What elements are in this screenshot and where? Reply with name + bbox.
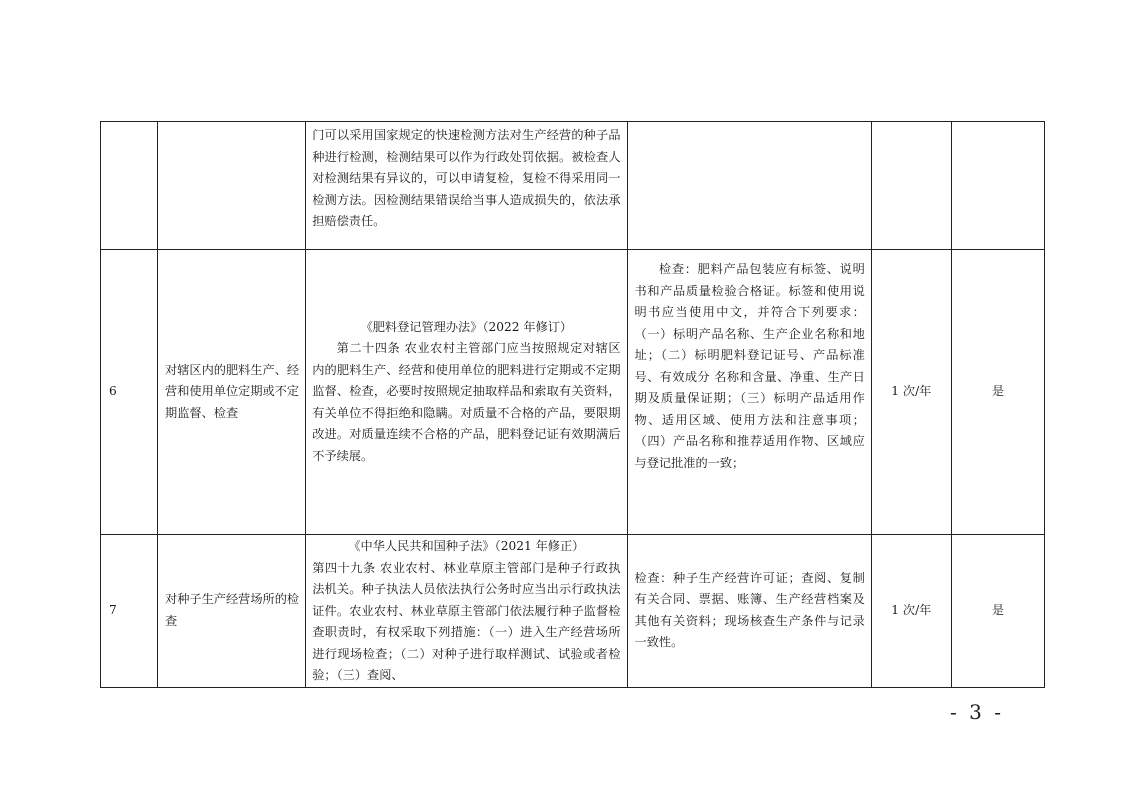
row-number-cell: 6: [101, 250, 158, 535]
inspection-content-text: 检查：种子生产经营许可证；查阅、复制有关合同、票据、账簿、生产经营档案及其他有关资料；现场核查生产条件与记录一致性。: [634, 570, 865, 650]
inspection-content-cell: [627, 535, 871, 688]
legal-basis-text: 第四十九条 农业农村、林业草原主管部门是种子行政执法机关。种子执法人员依法执行公务时应当出示行政执法证件。农业农村、林业草原主管部门依法履行种子监督检查职责时，有权采取下列措施：（一）进入生产经营场所进行现场检查；（二）对种子进行取样测试、试验或者检验；（三）查阅、: [312, 560, 621, 682]
frequency-cell: 1 次/年: [871, 250, 951, 535]
page-number: - 3 -: [950, 700, 1004, 724]
inspection-content-text: 检查：肥料产品包装应有标签、说明书和产品质量检验合格证。标签和使用说明书应当使用中文，并符合下列要求：（一）标明产品名称、生产企业名称和地址；（二）标明肥料登记证号、产品标准号、有效成分 名称和含量、净重、生产日期及质量保证期；（三）标明产品适用作物、适用区域、使用方法和注意事项；（四）产品名称和推荐适用作物、区域应与登记批准的一致；: [634, 262, 865, 470]
frequency-cell: 1 次/年: [871, 535, 951, 688]
public-cell: [951, 122, 1044, 250]
table-row: [101, 250, 1045, 535]
table-row: [101, 122, 1045, 250]
inspection-item-cell: [158, 122, 306, 250]
regulation-title: 《中华人民共和国种子法》（2021 年修正）: [348, 539, 585, 553]
inspection-content-cell: [627, 250, 871, 535]
legal-basis-text: 第二十四条 农业农村主管部门应当按照规定对辖区内的肥料生产、经营和使用单位的肥料进行定期或不定期监督、检查，必要时按照规定抽取样品和索取有关资料，有关单位不得拒绝和隐瞒。对质量不合格的产品，要限期改进。对质量连续不合格的产品，肥料登记证有效期满后不予续展。: [312, 341, 621, 463]
row-number-cell: 7: [101, 535, 158, 688]
regulation-title: 《肥料登记管理办法》（2022 年修订）: [360, 319, 573, 334]
inspection-content-cell: [627, 122, 871, 250]
row-number-cell: [101, 122, 158, 250]
legal-basis-text: 门可以采用国家规定的快速检测方法对生产经营的种子品种进行检测，检测结果可以作为行政处罚依据。被检查人对检测结果有异议的，可以申请复检，复检不得采用同一检测方法。因检测结果错误给当事人造成损失的，依法承担赔偿责任。: [312, 128, 621, 228]
inspection-item-cell: 对种子生产经营场所的检查: [158, 535, 306, 688]
public-cell: 是: [951, 250, 1044, 535]
legal-basis-cell: [306, 535, 627, 688]
frequency-cell: [871, 122, 951, 250]
legal-basis-cell: [306, 250, 627, 535]
inspection-table: [100, 121, 1045, 688]
legal-basis-cell: [306, 122, 627, 250]
public-cell: 是: [951, 535, 1044, 688]
table-row: [101, 535, 1045, 688]
inspection-item-cell: 对辖区内的肥料生产、经营和使用单位定期或不定期监督、检查: [158, 250, 306, 535]
